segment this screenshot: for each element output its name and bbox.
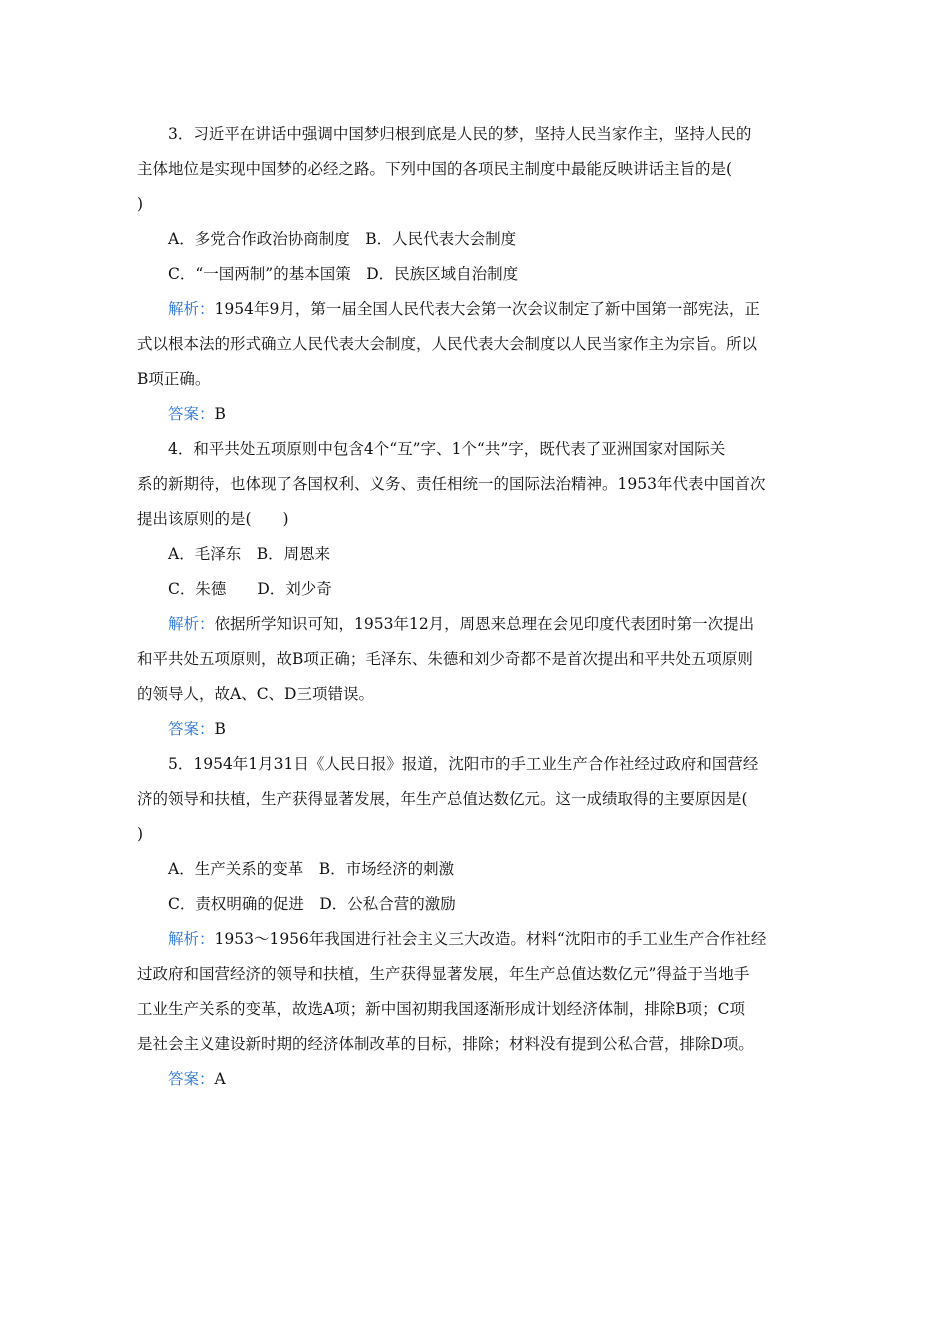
answer-line [137,1062,813,1097]
question-stem-line: 3．习近平在讲话中强调中国梦归根到底是人民的梦，坚持人民当家作主，坚持人民的 [168,125,752,143]
answer-option-line: C．责权明确的促进 D．公私合营的激励 [168,895,456,913]
analysis-line [137,922,813,957]
analysis-line [137,677,813,712]
answer-line [137,397,813,432]
answer-label: 答案： [168,405,215,423]
analysis-text: 的领导人，故A、C、D三项错误。 [137,685,374,703]
analysis-line [137,992,813,1027]
analysis-label: 解析： [168,615,215,633]
answer-line [137,712,813,747]
question-stem-line: 4．和平共处五项原则中包含4个“互”字、1个“共”字，既代表了亚洲国家对国际关 [168,440,726,458]
question-list [137,117,813,1097]
analysis-text: 依据所学知识可知，1953年12月，周恩来总理在会见印度代表团时第一次提出 [214,615,755,633]
analysis-text: 式以根本法的形式确立人民代表大会制度，人民代表大会制度以人民当家作主为宗旨。所以 [137,335,758,353]
analysis-text: B项正确。 [137,370,211,388]
analysis-label: 解析： [168,300,215,318]
answer-option-line: C．“一国两制”的基本国策 D．民族区域自治制度 [168,265,519,283]
question-stem-line: ) [137,825,144,843]
answer-value: A [214,1070,226,1088]
answer-label: 答案： [168,720,215,738]
answer-option-line: C．朱德 D．刘少奇 [168,580,332,598]
analysis-text: 1954年9月，第一届全国人民代表大会第一次会议制定了新中国第一部宪法，正 [214,300,760,318]
answer-label: 答案： [168,1070,215,1088]
analysis-text: 1953～1956年我国进行社会主义三大改造。材料“沈阳市的手工业生产合作社经 [214,930,767,948]
question-stem-line: ) [137,195,144,213]
analysis-line [137,642,813,677]
question-block [137,432,813,747]
analysis-line [137,292,813,327]
analysis-line [137,1027,813,1062]
question-block [137,747,813,1097]
question-block [137,117,813,432]
analysis-text: 过政府和国营经济的领导和扶植，生产获得显著发展，年生产总值达数亿元”得益于当地手 [137,965,750,983]
answer-value: B [214,405,226,423]
analysis-line [137,362,813,397]
analysis-line [137,327,813,362]
answer-option-line: A．多党合作政治协商制度 B．人民代表大会制度 [168,230,517,248]
analysis-text: 是社会主义建设新时期的经济体制改革的目标，排除；材料没有提到公私合营，排除D项。 [137,1035,754,1053]
analysis-line [137,957,813,992]
answer-option-line: A．毛泽东 B．周恩来 [168,545,331,563]
question-stem-line: 提出该原则的是( ) [137,510,289,528]
analysis-text: 工业生产关系的变革，故选A项；新中国初期我国逐渐形成计划经济体制，排除B项；C项 [137,1000,745,1018]
answer-value: B [214,720,226,738]
question-stem-line: 5．1954年1月31日《人民日报》报道，沈阳市的手工业生产合作社经过政府和国营经 [168,755,759,773]
analysis-label: 解析： [168,930,215,948]
answer-option-line: A．生产关系的变革 B．市场经济的刺激 [168,860,455,878]
question-stem-line: 主体地位是实现中国梦的必经之路。下列中国的各项民主制度中最能反映讲话主旨的是( [137,160,733,178]
analysis-text: 和平共处五项原则，故B项正确；毛泽东、朱德和刘少奇都不是首次提出和平共处五项原则 [137,650,753,668]
question-stem-line: 济的领导和扶植，生产获得显著发展，年生产总值达数亿元。这一成绩取得的主要原因是( [137,790,748,808]
analysis-line [137,607,813,642]
question-stem-line: 系的新期待，也体现了各国权利、义务、责任相统一的国际法治精神。1953年代表中国首次 [137,475,766,493]
